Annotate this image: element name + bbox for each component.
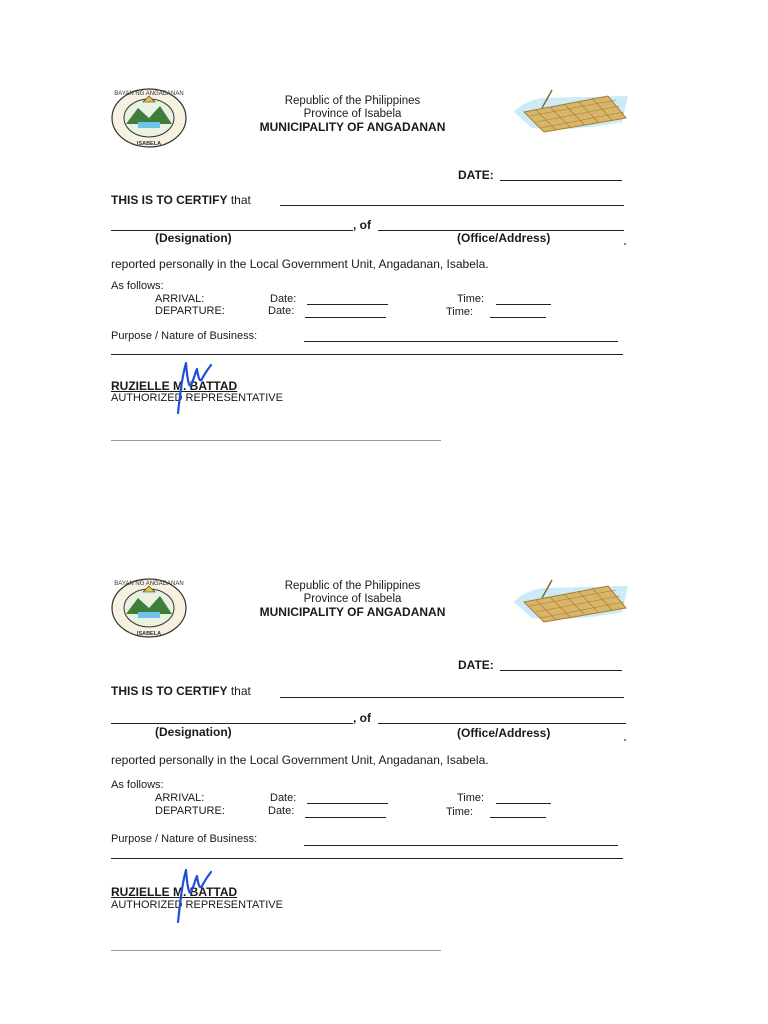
departure-date-field[interactable] (305, 317, 386, 318)
designation-field[interactable] (111, 723, 353, 724)
arrival-label: ARRIVAL: (155, 293, 205, 305)
designation-caption: (Designation) (155, 725, 232, 739)
certify-that: that (230, 684, 251, 698)
departure-time-label: Time: (446, 806, 474, 818)
header-country: Republic of the Philippines (284, 95, 421, 107)
header-municipality: MUNICIPALITY OF ANGADANAN (259, 120, 446, 134)
arrival-date-field[interactable] (307, 803, 388, 804)
speck (624, 739, 626, 741)
signatory-name: RUZIELLE M. BATTAD (111, 885, 238, 899)
svg-text:ISABELA: ISABELA (136, 631, 162, 637)
bottom-rule (111, 440, 441, 441)
purpose-field-line-2[interactable] (111, 858, 623, 859)
reported-statement: reported personally in the Local Government Unit, Angadanan, Isabela. (111, 753, 489, 767)
of-label: , of (353, 711, 371, 725)
woven-mat-icon (512, 578, 630, 626)
svg-text:BAYAN NG ANGADANAN: BAYAN NG ANGADANAN (114, 581, 184, 587)
header-province: Province of Isabela (303, 108, 402, 120)
as-follows-label: As follows: (111, 779, 164, 791)
certify-heading: THIS IS TO CERTIFY (111, 684, 228, 698)
certificate-form-bottom (0, 490, 768, 970)
arrival-time-field[interactable] (496, 304, 551, 305)
arrival-time-label: Time: (457, 792, 485, 804)
purpose-label: Purpose / Nature of Business: (111, 833, 258, 845)
certify-that: that (230, 193, 251, 207)
departure-label: DEPARTURE: (155, 305, 225, 317)
office-address-field[interactable] (378, 723, 626, 724)
date-label: DATE: (458, 658, 494, 672)
departure-time-field[interactable] (490, 817, 546, 818)
designation-field[interactable] (111, 230, 353, 231)
date-field[interactable] (500, 180, 622, 181)
signatory-title: AUTHORIZED REPRESENTATIVE (111, 899, 283, 911)
arrival-time-label: Time: (457, 293, 485, 305)
arrival-date-field[interactable] (307, 304, 388, 305)
departure-date-label: Date: (268, 805, 295, 817)
woven-mat-icon (512, 88, 630, 136)
arrival-label: ARRIVAL: (155, 792, 205, 804)
date-field[interactable] (500, 670, 622, 671)
purpose-field[interactable] (304, 845, 618, 846)
header-country: Republic of the Philippines (284, 580, 421, 592)
certify-statement (111, 684, 251, 698)
office-address-caption: (Office/Address) (457, 726, 551, 740)
of-label: , of (353, 218, 371, 232)
departure-date-field[interactable] (305, 817, 386, 818)
handwritten-signature (164, 860, 224, 926)
date-label: DATE: (458, 168, 494, 182)
departure-label: DEPARTURE: (155, 805, 225, 817)
designation-caption: (Designation) (155, 231, 232, 245)
departure-time-label: Time: (446, 306, 474, 318)
name-field[interactable] (280, 205, 624, 206)
handwritten-signature (164, 355, 224, 421)
signatory-name: RUZIELLE M. BATTAD (111, 379, 238, 393)
purpose-label: Purpose / Nature of Business: (111, 330, 258, 342)
arrival-time-field[interactable] (496, 803, 551, 804)
svg-text:BAYAN NG ANGADANAN: BAYAN NG ANGADANAN (114, 91, 184, 97)
name-field[interactable] (280, 697, 624, 698)
signatory-title: AUTHORIZED REPRESENTATIVE (111, 392, 283, 404)
arrival-date-label: Date: (270, 293, 297, 305)
certificate-form-top (0, 0, 768, 480)
bottom-rule (111, 950, 441, 951)
svg-text:ISABELA: ISABELA (136, 141, 162, 147)
header-municipality: MUNICIPALITY OF ANGADANAN (259, 605, 446, 619)
certify-heading: THIS IS TO CERTIFY (111, 193, 228, 207)
reported-statement: reported personally in the Local Government Unit, Angadanan, Isabela. (111, 257, 489, 271)
as-follows-label: As follows: (111, 280, 164, 292)
departure-date-label: Date: (268, 305, 295, 317)
municipal-seal-icon (110, 578, 188, 638)
office-address-caption: (Office/Address) (457, 231, 551, 245)
speck (624, 243, 626, 245)
header-province: Province of Isabela (303, 593, 402, 605)
purpose-field[interactable] (304, 341, 618, 342)
municipal-seal-icon (110, 88, 188, 148)
arrival-date-label: Date: (270, 792, 297, 804)
departure-time-field[interactable] (490, 317, 546, 318)
certify-statement (111, 193, 251, 207)
